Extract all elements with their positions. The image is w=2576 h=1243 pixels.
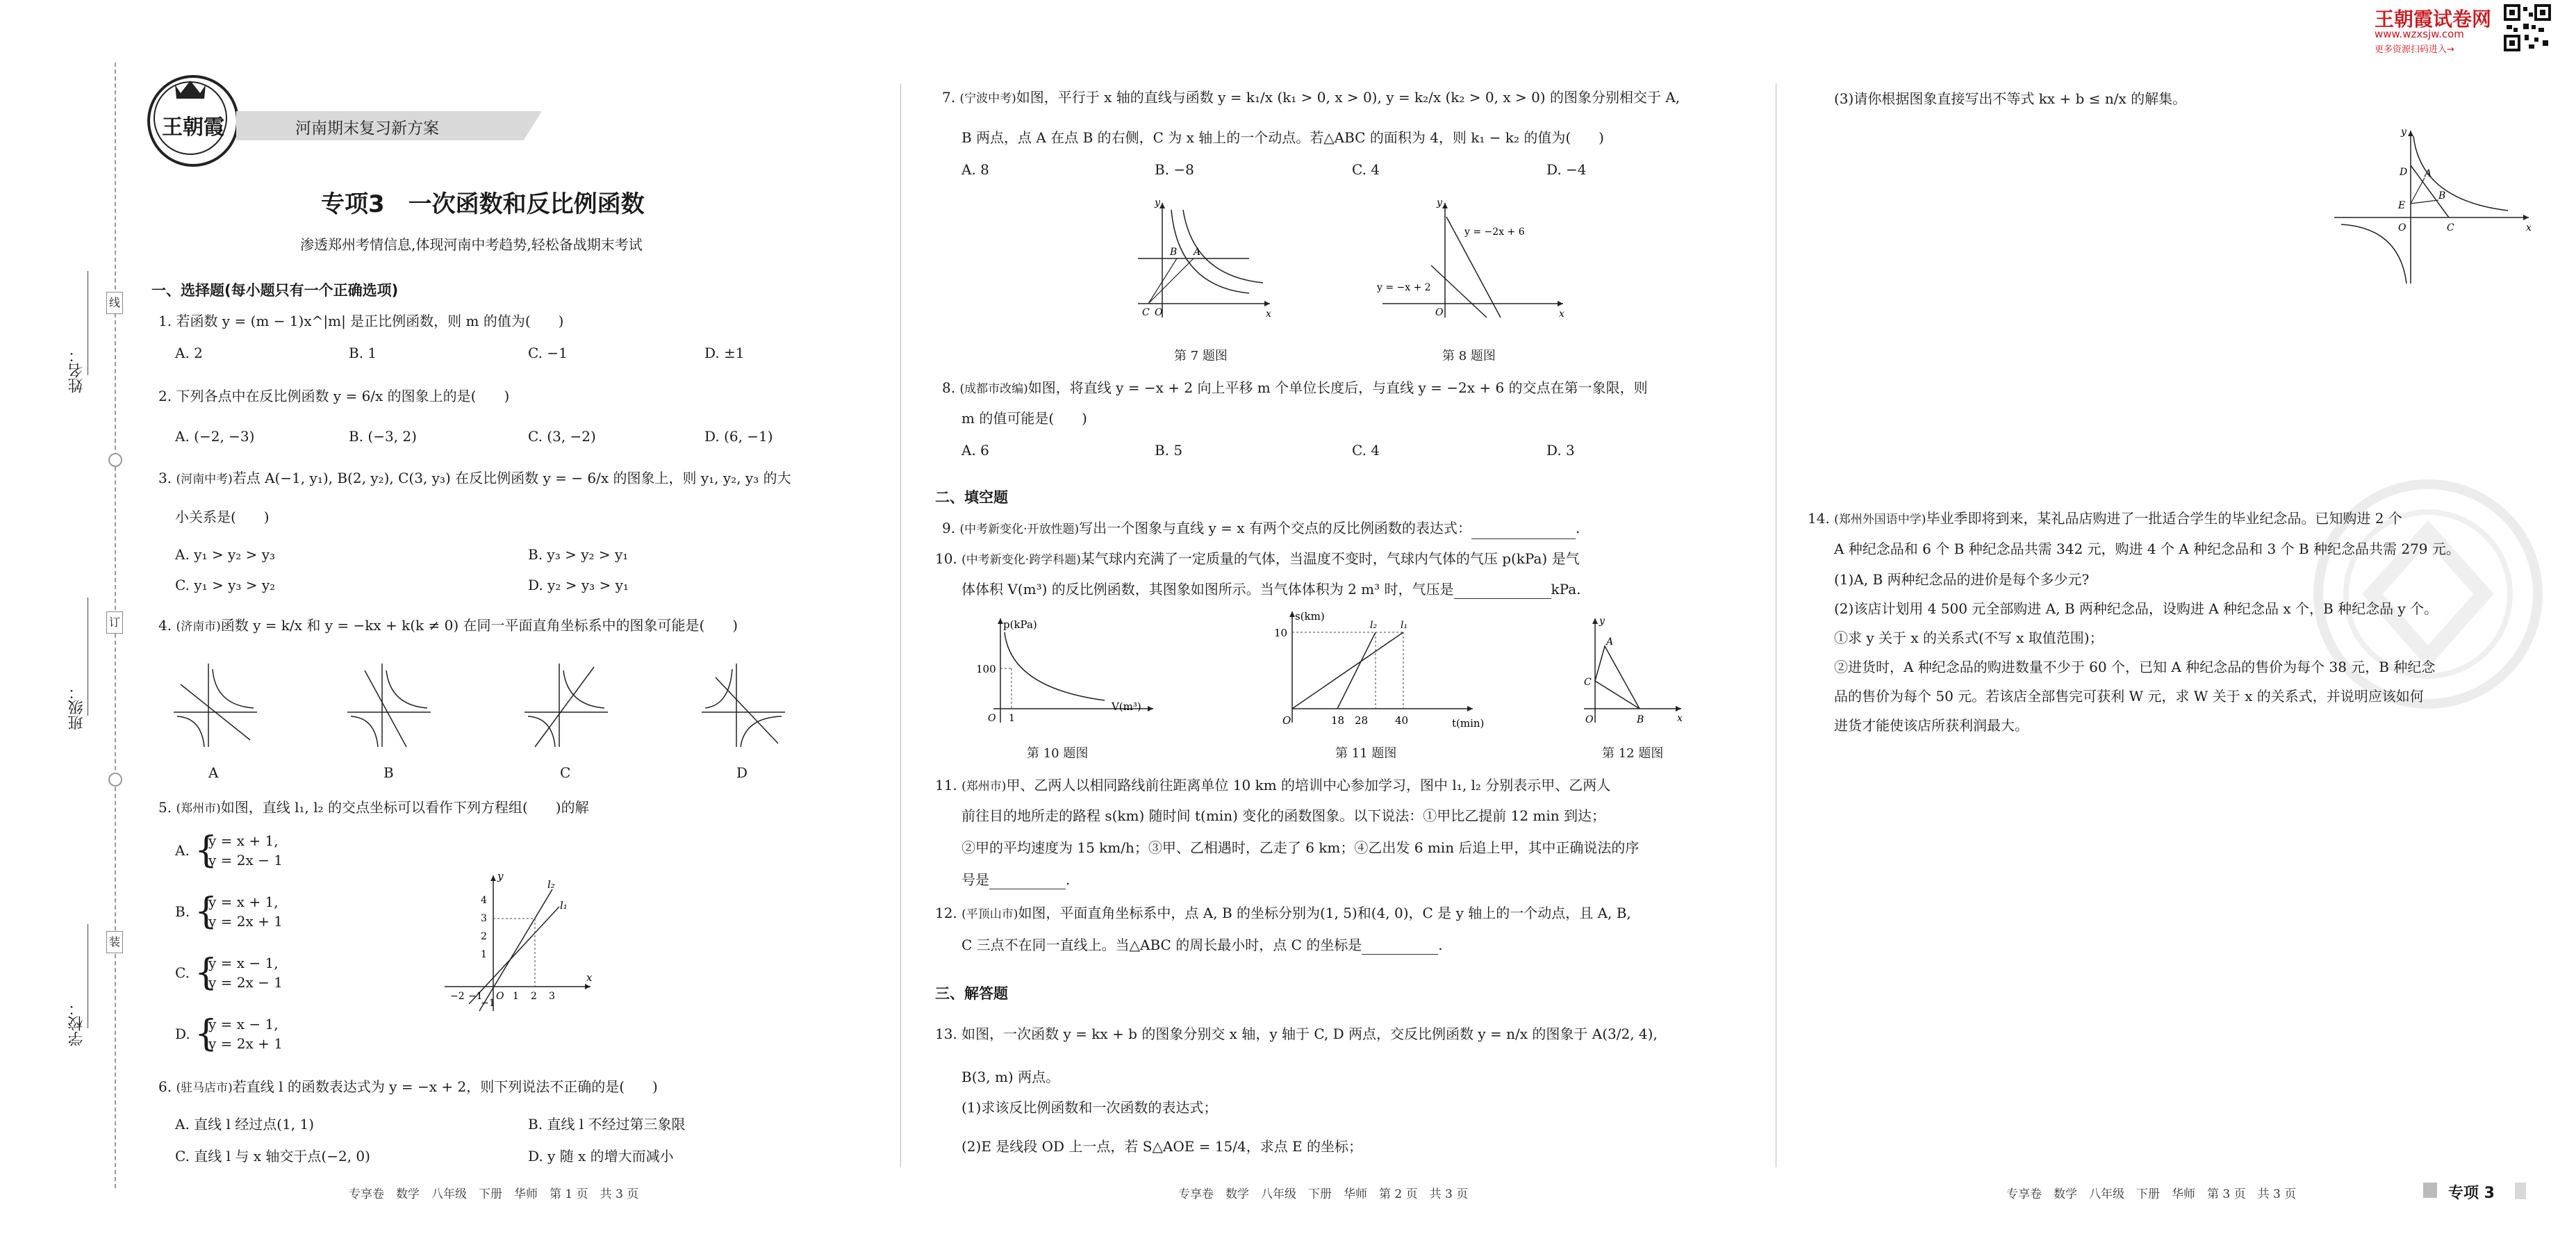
svg-text:−1: −1 <box>468 991 483 1002</box>
q12-answer-blank[interactable] <box>1362 940 1438 955</box>
section-answer: 三、解答题 <box>935 985 1008 1002</box>
q4-label-a: A <box>208 764 219 781</box>
svg-text:x: x <box>2526 222 2532 233</box>
q12-stem-line2: C 三点不在同一直线上。当△ABC 的周长最小时，点 C 的坐标是 . <box>961 937 1443 953</box>
q14-part2-2-line2: 品的售价为每个 50 元。若该店全部售完可获利 W 元，求 W 关于 x 的关系式，并说明应该如何 <box>1834 688 2424 705</box>
footer-page-3: 专享卷 数学 八年级 下册 华师 第 3 页 共 3 页 <box>2006 1187 2297 1201</box>
svg-text:1: 1 <box>1009 713 1015 724</box>
page-subtitle: 渗透郑州考情信息,体现河南中考趋势,轻松备战期末考试 <box>300 236 643 253</box>
svg-text:l₁: l₁ <box>560 899 568 912</box>
svg-text:x: x <box>586 971 593 984</box>
q1-option-a: A. 2 <box>175 345 203 361</box>
q2-stem: 2. 下列各点中在反比例函数 y = 6/x 的图象上的是( ) <box>158 388 510 404</box>
svg-text:y: y <box>1437 197 1442 208</box>
svg-text:100: 100 <box>976 663 996 675</box>
q4-label-b: B <box>383 764 394 781</box>
q7-option-b: B. −8 <box>1155 161 1194 178</box>
brand-tagline: 更多资源扫码进入→ <box>2375 44 2454 55</box>
svg-text:10: 10 <box>1274 627 1288 639</box>
q8-option-a: A. 6 <box>961 442 989 459</box>
q10-figure <box>973 611 1160 730</box>
logo-text: 王朝霞 <box>162 115 224 140</box>
q13-figure <box>2327 124 2536 290</box>
logo-badge <box>147 75 239 167</box>
svg-text:B: B <box>1637 714 1644 725</box>
svg-text:t(min): t(min) <box>1452 717 1485 730</box>
footer-page-2: 专享卷 数学 八年级 下册 华师 第 2 页 共 3 页 <box>1178 1187 1469 1201</box>
q13-stem: 13. 如图，一次函数 y = kx + b 的图象分别交 x 轴，y 轴于 C, D 两点，交反比例函数 y = n/x 的图象于 A(3/2, 4), <box>935 1026 1658 1042</box>
q13-part2: (2)E 是线段 OD 上一点，若 S△AOE = 15/4，求点 E 的坐标； <box>961 1138 1363 1155</box>
q3-option-b: B. y₃ > y₂ > y₁ <box>528 546 629 563</box>
q7-stem: 7. (宁波中考)如图，平行于 x 轴的直线与函数 y = k₁/x (k₁ > 0, x > 0), y = k₂/x (k₂ > 0, x > 0) 的图象分别相交于 A, <box>942 89 1681 106</box>
svg-text:B: B <box>1170 247 1178 258</box>
svg-text:2: 2 <box>481 931 487 942</box>
svg-text:−2: −2 <box>450 991 465 1002</box>
footer-tag: 专项 3 <box>2448 1185 2495 1202</box>
svg-text:l₁: l₁ <box>1401 620 1408 631</box>
q4-label-c: C <box>560 764 571 781</box>
q3-option-a: A. y₁ > y₂ > y₃ <box>175 546 276 563</box>
q6-option-a: A. 直线 l 经过点(1, 1) <box>175 1116 315 1133</box>
svg-text:18: 18 <box>1331 714 1345 727</box>
q2-option-d: D. (6, −1) <box>704 428 773 445</box>
q2-option-b: B. (−3, 2) <box>349 428 417 445</box>
q13-part3: (3)请你根据图象直接写出不等式 kx + b ≤ n/x 的解集。 <box>1834 90 2187 107</box>
q4-graph-d <box>702 664 785 747</box>
svg-text:O: O <box>1435 307 1444 318</box>
q13-part1: (1)求该反比例函数和一次函数的表达式； <box>961 1099 1218 1116</box>
svg-text:−1: −1 <box>481 998 495 1009</box>
footer-page-1: 专享卷 数学 八年级 下册 华师 第 1 页 共 3 页 <box>349 1187 639 1201</box>
q11-answer-blank[interactable] <box>989 875 1066 889</box>
q8-figure <box>1362 196 1570 321</box>
q14-stem-line2: A 种纪念品和 6 个 B 种纪念品共需 342 元，购进 4 个 A 种纪念品和 3 个 B 种纪念品共需 279 元。 <box>1834 541 2460 557</box>
q8-option-b: B. 5 <box>1155 442 1183 459</box>
q7-option-c: C. 4 <box>1352 161 1380 178</box>
fig12-caption: 第 12 题图 <box>1602 746 1664 761</box>
q3-stem-line2: 小关系是( ) <box>175 509 270 525</box>
q4-graph-c <box>525 664 608 747</box>
q11-stem-line3: ②甲的平均速度为 15 km/h；③甲、乙相遇时，乙走了 6 km；④乙出发 6 min 后追上甲，其中正确说法的序 <box>961 839 1640 856</box>
school-label: 学校： <box>68 1001 85 1046</box>
svg-text:C: C <box>1584 677 1592 688</box>
q1-stem: 1. 若函数 y = (m − 1)x^|m| 是正比例函数，则 m 的值为( ) <box>158 313 564 329</box>
svg-text:l₂: l₂ <box>1370 620 1378 631</box>
fold-mark-1: 线 <box>106 292 123 314</box>
svg-text:O: O <box>1155 307 1163 318</box>
q6-option-d: D. y 随 x 的增大而减小 <box>528 1148 674 1164</box>
q11-stem-line4: 号是 . <box>961 871 1071 888</box>
q3-stem: 3. (河南中考)若点 A(−1, y₁), B(2, y₂), C(3, y₃) 在反比例函数 y = − 6/x 的图象上，则 y₁, y₂, y₃ 的大 <box>158 470 791 486</box>
svg-text:y = −2x + 6: y = −2x + 6 <box>1464 227 1525 238</box>
column-divider-1 <box>900 83 901 1167</box>
q1-option-d: D. ±1 <box>704 345 745 361</box>
q14-stem: 14. (郑州外国语中学)毕业季即将到来，某礼品店购进了一批适合学生的毕业纪念品。已知购进 2 个 <box>1808 510 2402 527</box>
svg-text:l₂: l₂ <box>547 878 555 891</box>
binding-hole-2 <box>108 773 122 787</box>
q12-stem: 12. (平顶山市)如图，平面直角坐标系中，点 A, B 的坐标分别为(1, 5)和(4, 0)，C 是 y 轴上的一个动点，且 A, B, <box>935 905 1631 921</box>
q11-figure <box>1264 604 1494 730</box>
page-title: 专项3 一次函数和反比例函数 <box>321 190 645 218</box>
section-choice: 一、选择题(每小题只有一个正确选项) <box>151 282 399 299</box>
fig10-caption: 第 10 题图 <box>1027 746 1089 761</box>
svg-text:O: O <box>988 713 996 724</box>
fold-mark-2: 订 <box>106 611 123 634</box>
q1-option-c: C. −1 <box>528 345 568 361</box>
svg-text:A: A <box>2425 168 2432 179</box>
q13-stem-line2: B(3, m) 两点。 <box>961 1069 1060 1085</box>
q9-answer-blank[interactable] <box>1471 525 1576 539</box>
svg-text:y: y <box>1599 616 1605 627</box>
svg-text:B: B <box>2438 190 2446 201</box>
svg-text:3: 3 <box>549 991 555 1002</box>
svg-text:O: O <box>496 991 504 1002</box>
svg-text:x: x <box>1266 308 1271 320</box>
q4-stem: 4. (济南市)函数 y = k/x 和 y = −kx + k(k ≠ 0) 在同一平面直角坐标系中的图象可能是( ) <box>158 617 738 634</box>
svg-text:V(m³): V(m³) <box>1112 700 1141 713</box>
q8-option-c: C. 4 <box>1352 442 1380 459</box>
q6-stem: 6. (驻马店市)若直线 l 的函数表达式为 y = −x + 2，则下列说法不正确的是( ) <box>158 1078 658 1095</box>
q7-option-d: D. −4 <box>1546 161 1587 178</box>
name-label: 姓名： <box>68 347 85 393</box>
q14-part2: (2)该店计划用 4 500 元全部购进 A, B 两种纪念品，设购进 A 种纪念品 x 个，B 种纪念品 y 个。 <box>1834 600 2438 617</box>
svg-text:s(km): s(km) <box>1295 610 1325 623</box>
q14-part1: (1)A, B 两种纪念品的进价是每个多少元? <box>1834 571 2090 588</box>
svg-text:O: O <box>1282 714 1291 727</box>
q4-label-d: D <box>736 764 748 781</box>
brand-name: 王朝霞试卷网 <box>2375 8 2492 31</box>
svg-text:x: x <box>1559 308 1564 320</box>
q3-source: (河南中考) <box>176 472 233 486</box>
svg-text:p(kPa): p(kPa) <box>1003 618 1037 631</box>
q7-stem-line2: B 两点，点 A 在点 B 的右侧，C 为 x 轴上的一个动点。若△ABC 的面积为 4，则 k₁ − k₂ 的值为( ) <box>961 129 1604 146</box>
q12-figure <box>1570 611 1688 730</box>
qr-code-icon[interactable] <box>2504 4 2551 51</box>
banner-text: 河南期末复习新方案 <box>295 120 439 138</box>
fig11-caption: 第 11 题图 <box>1335 746 1397 761</box>
q4-graphs <box>167 657 813 754</box>
svg-text:2: 2 <box>531 991 537 1002</box>
q10-stem-line2: 体体积 V(m³) 的反比例函数，其图象如图所示。当气体体积为 2 m³ 时，气压是 kPa. <box>961 581 1581 598</box>
q14-part2-2-line3: 进货才能使该店所获利润最大。 <box>1834 717 2029 734</box>
q3-option-d: D. y₂ > y₃ > y₁ <box>528 577 629 593</box>
svg-text:C: C <box>2447 222 2454 233</box>
q8-stem-line2: m 的值可能是( ) <box>961 410 1087 427</box>
svg-text:4: 4 <box>481 895 487 906</box>
q4-graph-a <box>174 664 257 747</box>
q2-option-c: C. (3, −2) <box>528 428 596 445</box>
q14-part2-2: ②进货时，A 种纪念品的购进数量不少于 60 个，已知 A 种纪念品的售价为每个 38 元，B 种纪念 <box>1834 659 2436 675</box>
q6-option-c: C. 直线 l 与 x 轴交于点(−2, 0) <box>175 1148 370 1164</box>
q5-figure <box>438 869 597 1014</box>
q3-option-c: C. y₁ > y₃ > y₂ <box>175 577 276 593</box>
footer-tag-bar <box>2515 1183 2526 1199</box>
class-label: 班级： <box>68 684 85 730</box>
q10-stem: 10. (中考新变化·跨学科题)某气球内充满了一定质量的气体，当温度不变时，气球内气体的气压 p(kPa) 是气 <box>935 550 1580 567</box>
svg-text:O: O <box>2398 222 2406 233</box>
fig8-caption: 第 8 题图 <box>1442 349 1496 363</box>
q5-stem: 5. (郑州市)如图，直线 l₁, l₂ 的交点坐标可以看作下列方程组( )的解 <box>158 799 589 816</box>
svg-text:28: 28 <box>1355 714 1369 727</box>
q14-part2-1: ①求 y 关于 x 的关系式(不写 x 取值范围)； <box>1834 629 2104 646</box>
svg-text:y = −x + 2: y = −x + 2 <box>1377 282 1431 293</box>
q7-option-a: A. 8 <box>961 161 989 178</box>
svg-text:A: A <box>1194 247 1201 258</box>
svg-text:y: y <box>497 870 504 882</box>
q6-option-b: B. 直线 l 不经过第三象限 <box>528 1116 686 1133</box>
fold-mark-3: 装 <box>106 931 123 953</box>
q7-figure <box>1124 196 1277 321</box>
fig7-caption: 第 7 题图 <box>1174 349 1228 363</box>
q11-stem: 11. (郑州市)甲、乙两人以相同路线前往距离单位 10 km 的培训中心参加学习，图中 l₁, l₂ 分别表示甲、乙两人 <box>935 777 1611 793</box>
svg-text:1: 1 <box>481 949 487 960</box>
svg-text:y: y <box>1155 197 1160 208</box>
svg-text:40: 40 <box>1395 714 1409 727</box>
svg-text:3: 3 <box>481 913 487 924</box>
footer-tag-box <box>2423 1183 2437 1198</box>
q9-stem: 9. (中考新变化·开放性题)写出一个图象与直线 y = x 有两个交点的反比例函数的表达式： . <box>942 518 1580 539</box>
svg-text:1: 1 <box>513 991 519 1002</box>
section-fill: 二、填空题 <box>935 489 1008 506</box>
q4-graph-b <box>347 664 431 747</box>
svg-text:C: C <box>1142 307 1150 318</box>
q1-option-b: B. 1 <box>349 345 377 361</box>
svg-text:E: E <box>2398 200 2406 211</box>
q8-option-d: D. 3 <box>1546 442 1575 459</box>
svg-text:O: O <box>1585 714 1594 725</box>
q2-option-a: A. (−2, −3) <box>175 428 255 445</box>
q10-answer-blank[interactable] <box>1454 584 1551 599</box>
svg-text:x: x <box>1677 713 1683 724</box>
svg-text:A: A <box>1606 636 1614 648</box>
binding-hole-1 <box>108 453 122 467</box>
svg-text:y: y <box>2401 126 2406 138</box>
brand-url[interactable]: www.wzxsjw.com <box>2375 28 2464 40</box>
q8-stem: 8. (成都市改编)如图，将直线 y = −x + 2 向上平移 m 个单位长度后，与直线 y = −2x + 6 的交点在第一象限，则 <box>942 379 1648 396</box>
svg-text:D: D <box>2400 167 2408 178</box>
q11-stem-line2: 前往目的地所走的路程 s(km) 随时间 t(min) 变化的函数图象。以下说法：①甲比乙提前 12 min 到达； <box>961 807 1606 824</box>
